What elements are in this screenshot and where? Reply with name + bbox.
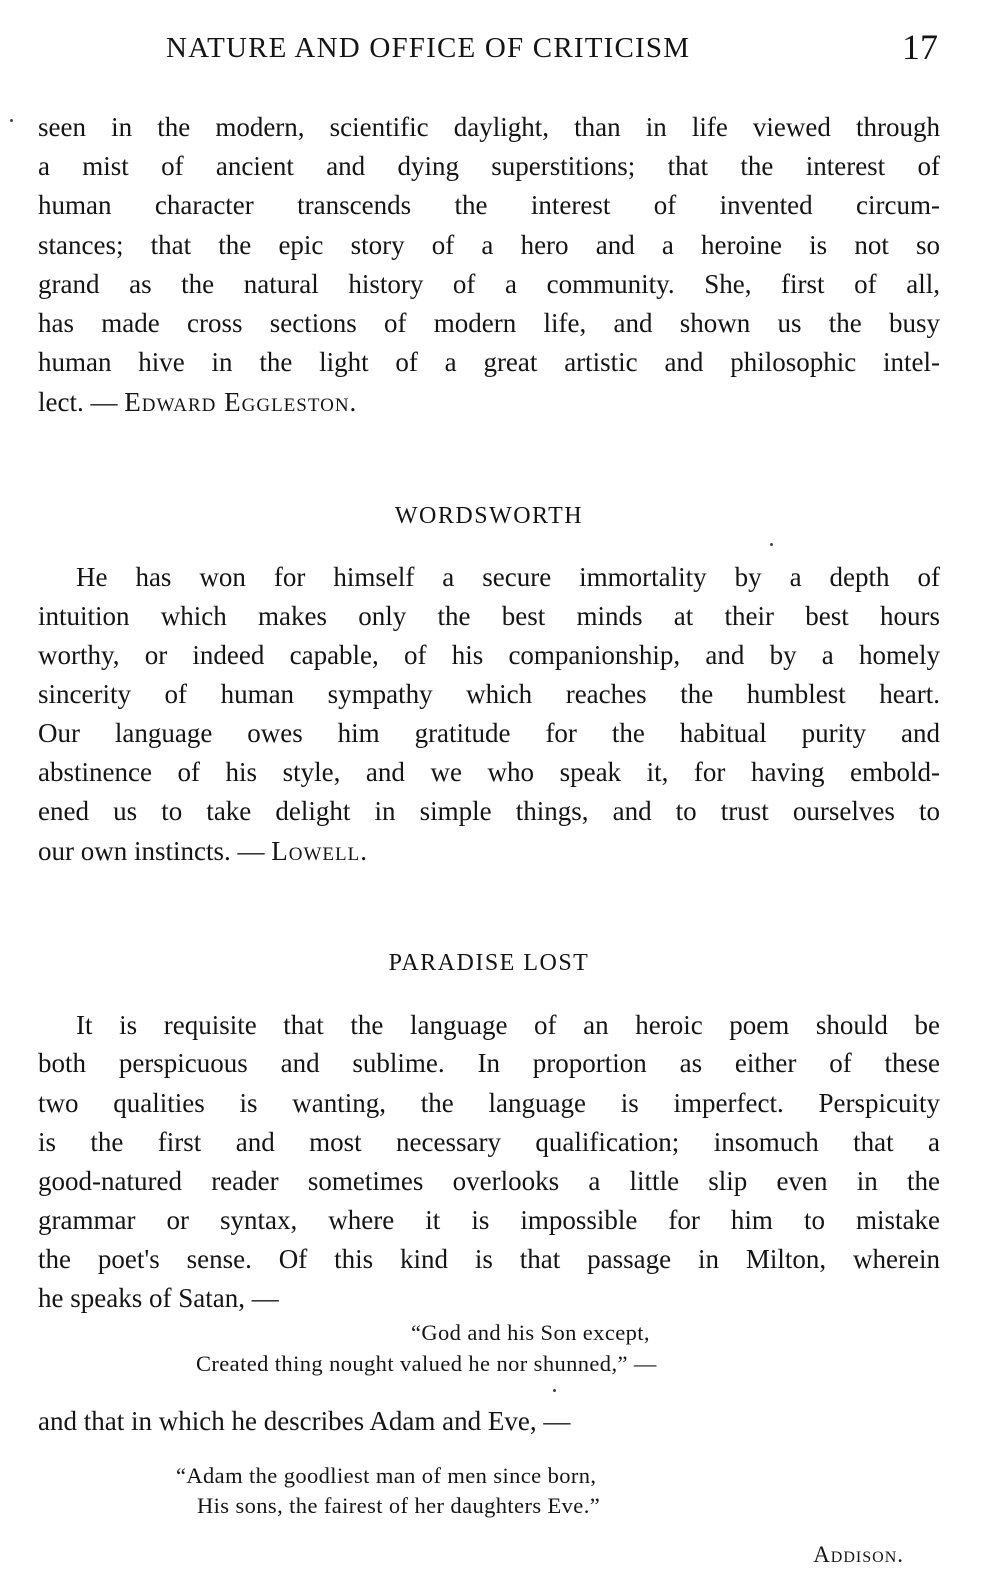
text-line: grand as the natural history of a community. She, first of all, — [38, 269, 940, 299]
scan-speck — [553, 1389, 556, 1392]
scan-speck — [10, 119, 13, 122]
verse-line: “Adam the goodliest man of men since born, — [176, 1463, 597, 1488]
text-line — [38, 834, 940, 868]
author-attribution: Edward Eggleston. — [124, 387, 358, 417]
running-title: NATURE AND OFFICE OF CRITICISM — [166, 32, 691, 64]
text-line: good-natured reader sometimes overlooks a little slip even in the — [38, 1166, 940, 1196]
verse-line: Created thing nought valued he nor shunned,” — — [196, 1351, 657, 1376]
text-line: seen in the modern, scientific daylight, than in life viewed through — [38, 112, 940, 142]
scan-speck — [770, 543, 773, 546]
text-line: intuition which makes only the best minds at their best hours — [38, 601, 940, 631]
running-head — [38, 26, 940, 70]
text-line: the poet's sense. Of this kind is that passage in Milton, wherein — [38, 1244, 940, 1274]
text-line: and that in which he describes Adam and Eve, — — [38, 1406, 571, 1436]
text-line: ened us to take delight in simple things, and to trust ourselves to — [38, 796, 940, 826]
author-attribution: Lowell. — [271, 836, 368, 866]
text-line: sincerity of human sympathy which reaches the humblest heart. — [38, 679, 940, 709]
verse-line: His sons, the fairest of her daughters Eve.” — [197, 1493, 601, 1518]
text-line: Our language owes him gratitude for the habitual purity and — [38, 718, 940, 748]
text-line: he speaks of Satan, — — [38, 1283, 279, 1313]
text-line: grammar or syntax, where it is impossible for him to mistake — [38, 1205, 940, 1235]
text-line: is the first and most necessary qualification; insomuch that a — [38, 1127, 940, 1157]
text-line: It is requisite that the language of an heroic poem should be — [76, 1010, 940, 1040]
text-line: has made cross sections of modern life, and shown us the busy — [38, 308, 940, 338]
text-line: a mist of ancient and dying superstitions; that the interest of — [38, 151, 940, 181]
line-text: lect. — — [38, 387, 125, 417]
author-attribution: Addison. — [813, 1542, 904, 1567]
text-line: abstinence of his style, and we who speak it, for having embold- — [38, 757, 940, 787]
text-line: stances; that the epic story of a hero and a heroine is not so — [38, 230, 940, 260]
text-line: He has won for himself a secure immortality by a depth of — [76, 562, 940, 592]
text-line — [38, 385, 940, 419]
text-line: human character transcends the interest of invented circum- — [38, 190, 940, 220]
text-line: human hive in the light of a great artistic and philosophic intel- — [38, 347, 940, 377]
section-heading: WORDSWORTH — [394, 503, 584, 529]
text-line: two qualities is wanting, the language is imperfect. Perspicuity — [38, 1088, 940, 1118]
section-heading: PARADISE LOST — [388, 950, 590, 976]
text-line: both perspicuous and sublime. In proportion as either of these — [38, 1048, 940, 1078]
page-number: 17 — [902, 27, 938, 67]
line-text: our own instincts. — — [38, 836, 272, 866]
text-line: worthy, or indeed capable, of his companionship, and by a homely — [38, 640, 940, 670]
verse-line: “God and his Son except, — [411, 1320, 650, 1345]
